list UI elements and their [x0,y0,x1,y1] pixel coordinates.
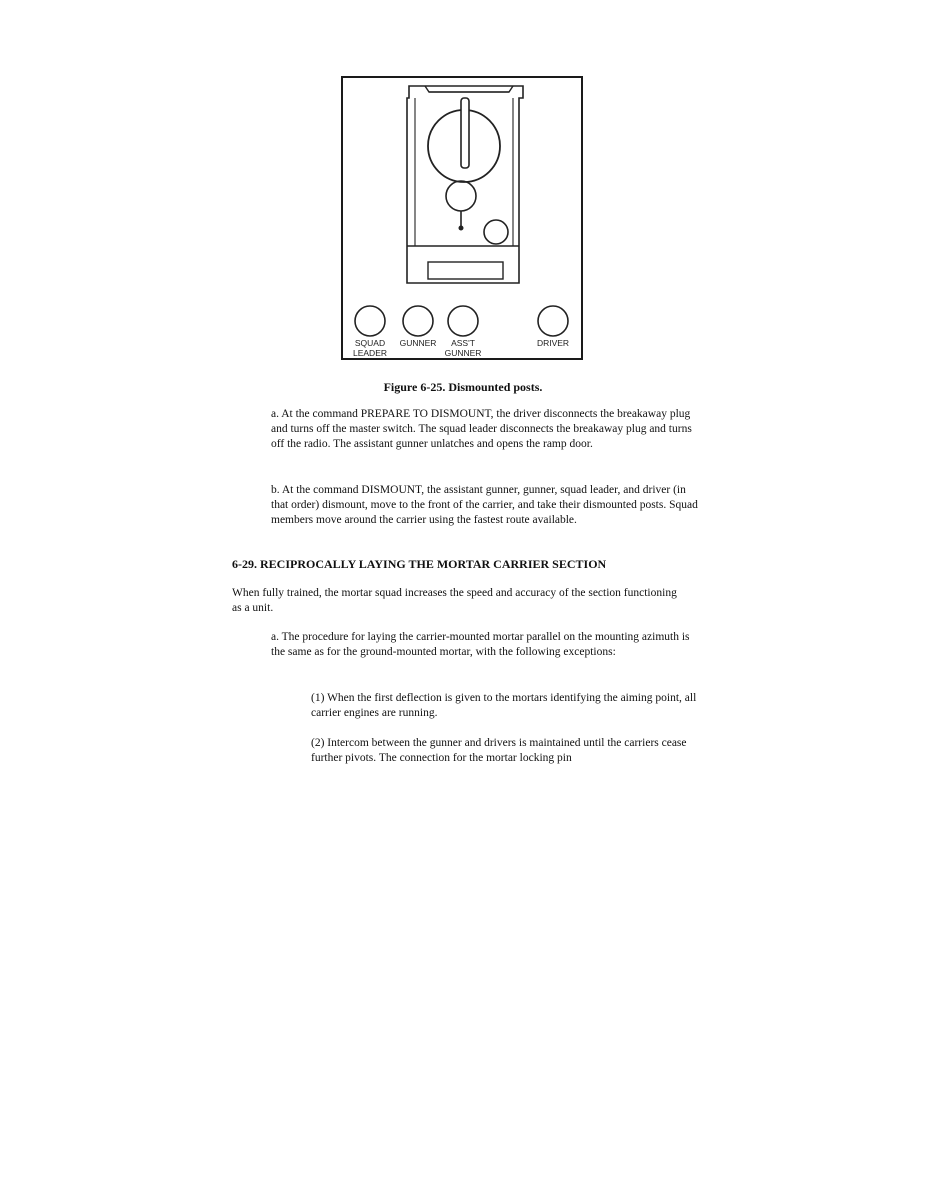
hatch [484,220,508,244]
carrier-diagram [343,78,581,358]
post-squad-leader-marker [355,306,385,336]
paragraph-dismount-a: a. At the command PREPARE TO DISMOUNT, the driver disconnects the breakaway plug and turns off the master switch. The squad leader disconnects the breakaway plug and turns off the radio. The assistant gunner unlatches and opens the ramp door. [271,408,692,450]
post-gunner-label: GUNNER [399,338,437,348]
paragraph-laying-a: a. The procedure for laying the carrier-mounted mortar parallel on the mounting azimuth is the same as for the ground-mounted mortar, with the following exceptions: [271,631,690,658]
carrier-rim [425,86,513,92]
post-driver-marker [538,306,568,336]
post-squad-leader-label: SQUAD LEADER [352,338,387,358]
post-driver-label: DRIVER [536,338,570,348]
post-gunner-marker [403,306,433,336]
mortar-tube [461,98,469,168]
post-asst-gunner-marker [448,306,478,336]
paragraph-intro: When fully trained, the mortar squad increases the speed and accuracy of the section functioning as a unit. [232,587,677,614]
cupola [446,181,476,211]
paragraph-exception-2: (2) Intercom between the gunner and drivers is maintained until the carriers cease further pivots. The connection for the mortar locking pin [311,737,687,764]
paragraph-dismount-b: b. At the command DISMOUNT, the assistant gunner, gunner, squad leader, and driver (in that order) dismount, move to the front of the carrier, and take their dismounted posts. Squad members move around the carrier using the fastest route available. [271,484,698,526]
post-asst-gunner-label: ASS'T GUNNER [444,338,482,358]
paragraph-exception-1: (1) When the first deflection is given to the mortars identifying the aiming point, all carrier engines are running. [311,692,697,719]
dismounted-posts-figure [341,76,583,360]
section-heading: 6-29. RECIPROCALLY LAYING THE MORTAR CARRIER SECTION [232,557,607,571]
figure-caption: Figure 6-25. Dismounted posts. [383,380,543,394]
ramp-door [428,262,503,279]
